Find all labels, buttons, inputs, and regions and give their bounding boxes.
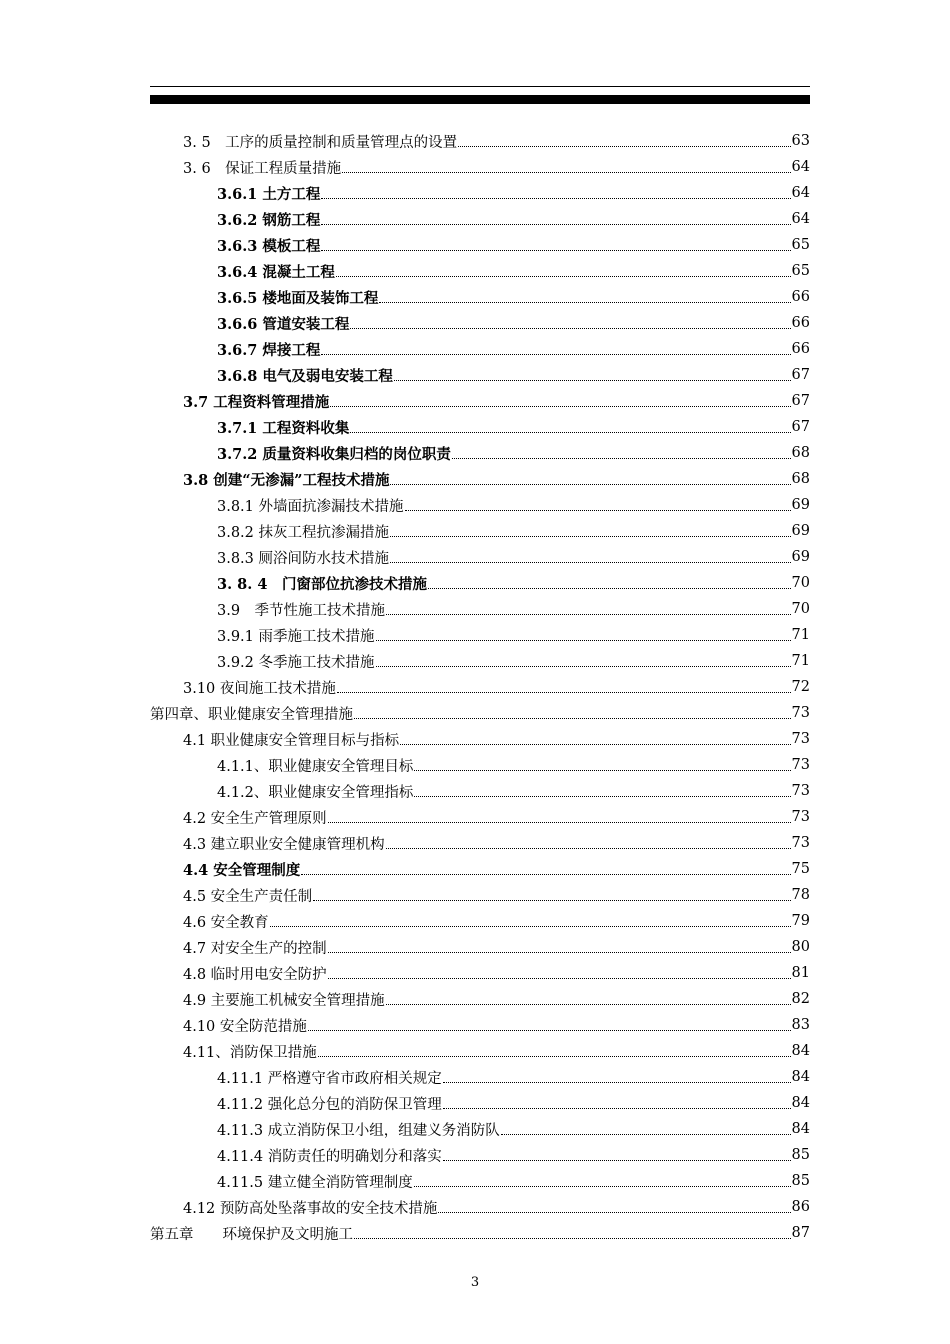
- toc-leader-dots: [350, 328, 790, 329]
- toc-entry-label: 4.9 主要施工机械安全管理措施: [183, 992, 385, 1009]
- toc-leader-dots: [308, 1030, 791, 1031]
- toc-leader-dots: [390, 562, 791, 563]
- toc-leader-dots: [443, 1108, 791, 1109]
- toc-entry[interactable]: [150, 778, 810, 804]
- toc-entry-label: 3.6.6 管道安装工程: [217, 315, 350, 333]
- toc-entry[interactable]: [150, 1142, 810, 1168]
- toc-entry[interactable]: [150, 674, 810, 700]
- toc-leader-dots: [414, 1186, 791, 1187]
- toc-entry-page: 81: [791, 965, 810, 981]
- toc-entry-page: 68: [791, 445, 810, 461]
- toc-leader-dots: [400, 744, 790, 745]
- toc-entry[interactable]: [150, 960, 810, 986]
- toc-entry-label: 4.12 预防高处坠落事故的安全技术措施: [183, 1200, 438, 1217]
- toc-entry-label: 4.1 职业健康安全管理目标与指标: [183, 732, 400, 749]
- toc-entry-label: 4.11.3 成立消防保卫小组，组建义务消防队: [217, 1122, 500, 1139]
- toc-entry[interactable]: [150, 258, 810, 284]
- toc-leader-dots: [428, 588, 791, 589]
- toc-entry[interactable]: [150, 1194, 810, 1220]
- toc-entry-page: 64: [791, 185, 810, 201]
- toc-entry-label: 4.7 对安全生产的控制: [183, 940, 327, 957]
- toc-leader-dots: [318, 1056, 791, 1057]
- toc-entry-page: 84: [791, 1095, 810, 1111]
- toc-entry[interactable]: [150, 544, 810, 570]
- toc-entry[interactable]: [150, 908, 810, 934]
- toc-entry[interactable]: [150, 830, 810, 856]
- toc-entry[interactable]: [150, 1116, 810, 1142]
- toc-entry-label: 3.6.2 钢筋工程: [217, 211, 321, 229]
- toc-entry-label: 4.8 临时用电安全防护: [183, 966, 327, 983]
- toc-entry-label: 第四章、职业健康安全管理措施: [150, 706, 353, 723]
- toc-entry[interactable]: [150, 1220, 810, 1246]
- toc-entry-label: 3. 6 保证工程质量措施: [183, 160, 342, 177]
- toc-entry-page: 73: [791, 809, 810, 825]
- toc-entry-page: 84: [791, 1121, 810, 1137]
- toc-entry-label: 4.10 安全防范措施: [183, 1018, 307, 1035]
- toc-entry-label: 3.9.1 雨季施工技术措施: [217, 628, 375, 645]
- toc-leader-dots: [386, 848, 791, 849]
- toc-leader-dots: [376, 640, 791, 641]
- toc-entry-page: 69: [791, 497, 810, 513]
- toc-entry-page: 66: [791, 341, 810, 357]
- toc-leader-dots: [321, 224, 790, 225]
- table-of-contents: [150, 128, 810, 1246]
- toc-entry[interactable]: [150, 1038, 810, 1064]
- toc-leader-dots: [414, 796, 790, 797]
- toc-leader-dots: [390, 484, 790, 485]
- page-number: 3: [470, 1275, 480, 1290]
- toc-entry-page: 86: [791, 1199, 810, 1215]
- toc-leader-dots: [301, 874, 790, 875]
- toc-entry-page: 66: [791, 289, 810, 305]
- toc-entry-page: 79: [791, 913, 810, 929]
- toc-entry[interactable]: [150, 362, 810, 388]
- toc-entry-page: 70: [791, 575, 810, 591]
- toc-entry-page: 64: [791, 159, 810, 175]
- toc-entry-page: 65: [791, 237, 810, 253]
- toc-leader-dots: [458, 146, 790, 147]
- header-rule-thick: [150, 95, 810, 104]
- toc-entry-page: 73: [791, 757, 810, 773]
- toc-entry[interactable]: [150, 726, 810, 752]
- toc-entry[interactable]: [150, 752, 810, 778]
- toc-entry-label: 4.11.1 严格遵守省市政府相关规定: [217, 1070, 442, 1087]
- toc-entry-page: 65: [791, 263, 810, 279]
- toc-entry-label: 4.1.2、职业健康安全管理指标: [217, 784, 414, 801]
- toc-entry-page: 87: [791, 1225, 810, 1241]
- toc-entry[interactable]: [150, 570, 810, 596]
- toc-entry-page: 85: [791, 1173, 810, 1189]
- toc-entry-label: 4.11.2 强化总分包的消防保卫管理: [217, 1096, 442, 1113]
- toc-entry[interactable]: [150, 934, 810, 960]
- toc-entry-page: 69: [791, 549, 810, 565]
- toc-entry-page: 73: [791, 705, 810, 721]
- toc-entry-label: 3.6.1 土方工程: [217, 185, 321, 203]
- toc-entry[interactable]: [150, 414, 810, 440]
- toc-entry-label: 第五章 环境保护及文明施工: [150, 1226, 353, 1243]
- toc-leader-dots: [394, 380, 791, 381]
- toc-entry[interactable]: [150, 856, 810, 882]
- toc-entry-label: 3.8.2 抹灰工程抗渗漏措施: [217, 524, 390, 541]
- toc-entry-label: 3.6.4 混凝土工程: [217, 263, 335, 281]
- toc-entry-label: 4.4 安全管理制度: [183, 861, 301, 879]
- toc-entry[interactable]: [150, 180, 810, 206]
- toc-leader-dots: [443, 1082, 791, 1083]
- toc-leader-dots: [336, 276, 791, 277]
- toc-leader-dots: [501, 1134, 791, 1135]
- toc-entry[interactable]: [150, 882, 810, 908]
- toc-entry-page: 84: [791, 1043, 810, 1059]
- toc-entry-page: 71: [791, 627, 810, 643]
- toc-entry[interactable]: [150, 1012, 810, 1038]
- toc-entry-page: 72: [791, 679, 810, 695]
- toc-entry-label: 3.6.5 楼地面及装饰工程: [217, 289, 379, 307]
- toc-leader-dots: [438, 1212, 790, 1213]
- toc-entry-page: 69: [791, 523, 810, 539]
- toc-entry-page: 78: [791, 887, 810, 903]
- toc-entry[interactable]: [150, 128, 810, 154]
- toc-entry-label: 3. 8. 4 门窗部位抗渗技术措施: [217, 575, 427, 593]
- toc-entry-label: 3.6.3 模板工程: [217, 237, 321, 255]
- toc-leader-dots: [354, 718, 791, 719]
- toc-entry-label: 3.7 工程资料管理措施: [183, 393, 330, 411]
- toc-leader-dots: [386, 614, 790, 615]
- toc-entry-label: 4.2 安全生产管理原则: [183, 810, 327, 827]
- toc-entry[interactable]: [150, 622, 810, 648]
- toc-entry-page: 71: [791, 653, 810, 669]
- toc-entry[interactable]: [150, 310, 810, 336]
- toc-entry-page: 67: [791, 419, 810, 435]
- toc-entry[interactable]: [150, 206, 810, 232]
- toc-entry[interactable]: [150, 518, 810, 544]
- toc-entry[interactable]: [150, 388, 810, 414]
- toc-leader-dots: [337, 692, 791, 693]
- toc-entry[interactable]: [150, 466, 810, 492]
- toc-entry-label: 3.8.1 外墙面抗渗漏技术措施: [217, 498, 404, 515]
- toc-entry[interactable]: [150, 1090, 810, 1116]
- toc-leader-dots: [354, 1238, 791, 1239]
- toc-entry[interactable]: [150, 154, 810, 180]
- toc-entry-label: 4.5 安全生产责任制: [183, 888, 313, 905]
- toc-entry-page: 68: [791, 471, 810, 487]
- toc-entry-page: 82: [791, 991, 810, 1007]
- toc-entry-page: 67: [791, 393, 810, 409]
- toc-entry-page: 66: [791, 315, 810, 331]
- toc-leader-dots: [321, 250, 790, 251]
- toc-entry-label: 4.6 安全教育: [183, 914, 269, 931]
- toc-entry[interactable]: [150, 700, 810, 726]
- toc-entry[interactable]: [150, 336, 810, 362]
- toc-leader-dots: [350, 432, 790, 433]
- toc-entry-page: 73: [791, 731, 810, 747]
- toc-leader-dots: [321, 198, 790, 199]
- toc-entry[interactable]: [150, 648, 810, 674]
- toc-entry-label: 4.11.5 建立健全消防管理制度: [217, 1174, 413, 1191]
- toc-entry-page: 63: [791, 133, 810, 149]
- toc-entry[interactable]: [150, 492, 810, 518]
- toc-entry-label: 3.8.3 厕浴间防水技术措施: [217, 550, 390, 567]
- toc-leader-dots: [342, 172, 790, 173]
- toc-entry-page: 73: [791, 835, 810, 851]
- toc-leader-dots: [405, 510, 791, 511]
- toc-entry[interactable]: [150, 596, 810, 622]
- toc-entry-label: 3.7.2 质量资料收集归档的岗位职责: [217, 445, 451, 463]
- header-rule-thin: [150, 86, 810, 87]
- toc-entry-page: 83: [791, 1017, 810, 1033]
- toc-leader-dots: [379, 302, 790, 303]
- toc-leader-dots: [376, 666, 791, 667]
- toc-entry-label: 3.9 季节性施工技术措施: [217, 602, 386, 619]
- toc-entry-label: 4.11、消防保卫措施: [183, 1044, 317, 1061]
- toc-leader-dots: [328, 952, 791, 953]
- toc-leader-dots: [386, 1004, 791, 1005]
- toc-entry[interactable]: [150, 232, 810, 258]
- toc-entry-page: 64: [791, 211, 810, 227]
- toc-entry-page: 84: [791, 1069, 810, 1085]
- toc-entry-page: 70: [791, 601, 810, 617]
- toc-entry-page: 67: [791, 367, 810, 383]
- toc-leader-dots: [390, 536, 791, 537]
- toc-entry-label: 3.9.2 冬季施工技术措施: [217, 654, 375, 671]
- toc-leader-dots: [328, 822, 791, 823]
- toc-entry-label: 3.8 创建“无渗漏”工程技术措施: [183, 471, 390, 489]
- toc-leader-dots: [328, 978, 791, 979]
- toc-leader-dots: [313, 900, 790, 901]
- toc-leader-dots: [452, 458, 791, 459]
- toc-leader-dots: [270, 926, 791, 927]
- toc-entry-label: 4.3 建立职业安全健康管理机构: [183, 836, 385, 853]
- toc-entry-label: 4.11.4 消防责任的明确划分和落实: [217, 1148, 442, 1165]
- toc-entry-page: 85: [791, 1147, 810, 1163]
- toc-entry-label: 4.1.1、职业健康安全管理目标: [217, 758, 414, 775]
- toc-entry[interactable]: [150, 986, 810, 1012]
- toc-entry-label: 3.6.8 电气及弱电安装工程: [217, 367, 393, 385]
- toc-leader-dots: [321, 354, 790, 355]
- toc-entry[interactable]: [150, 440, 810, 466]
- toc-entry-label: 3.7.1 工程资料收集: [217, 419, 350, 437]
- toc-entry-label: 3.10 夜间施工技术措施: [183, 680, 336, 697]
- toc-leader-dots: [443, 1160, 791, 1161]
- toc-entry-label: 3. 5 工序的质量控制和质量管理点的设置: [183, 134, 458, 151]
- toc-leader-dots: [414, 770, 790, 771]
- toc-entry-label: 3.6.7 焊接工程: [217, 341, 321, 359]
- toc-entry-page: 80: [791, 939, 810, 955]
- toc-entry[interactable]: [150, 804, 810, 830]
- toc-entry[interactable]: [150, 284, 810, 310]
- toc-leader-dots: [330, 406, 790, 407]
- toc-entry[interactable]: [150, 1064, 810, 1090]
- toc-entry-page: 75: [791, 861, 810, 877]
- toc-entry-page: 73: [791, 783, 810, 799]
- toc-entry[interactable]: [150, 1168, 810, 1194]
